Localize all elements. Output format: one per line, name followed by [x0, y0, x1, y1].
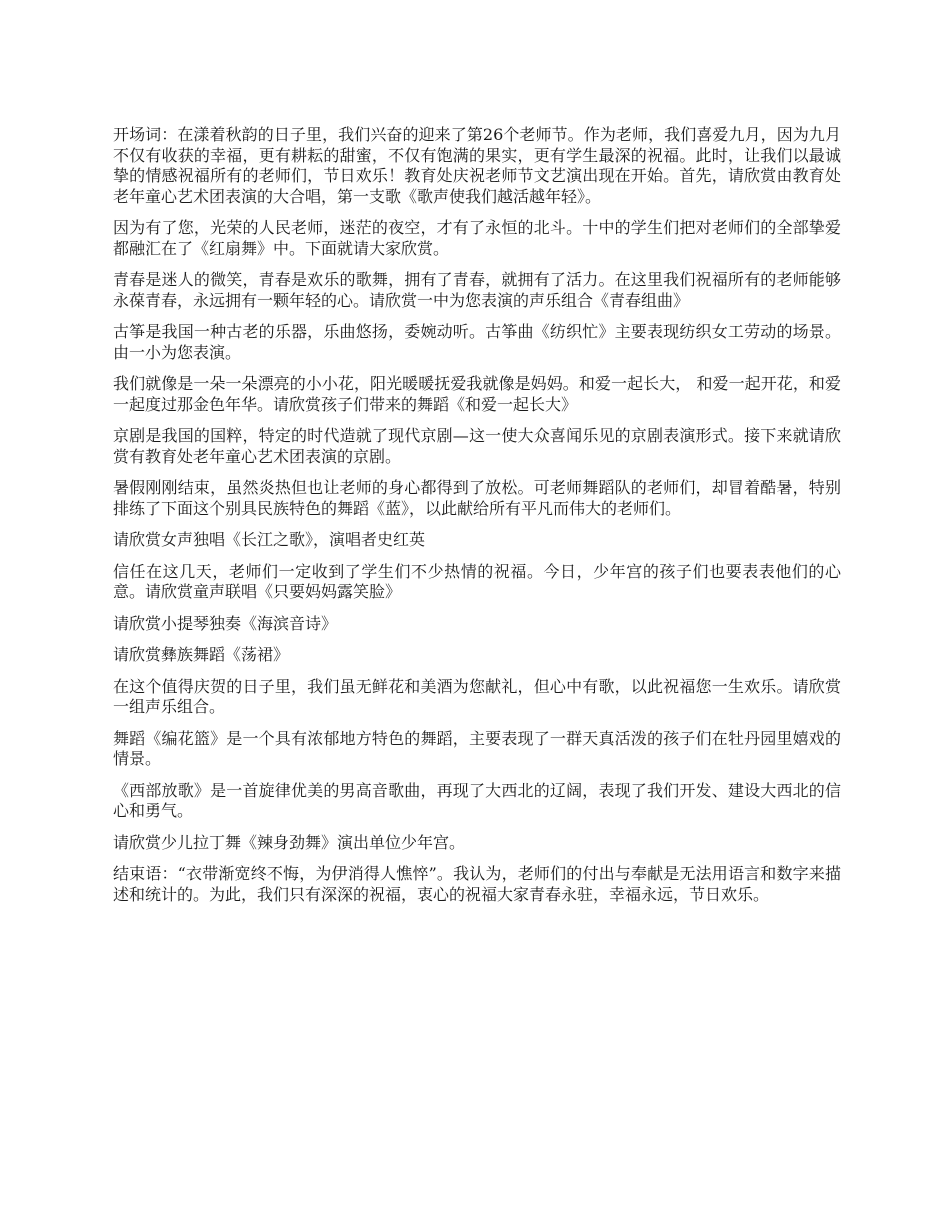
- document-body: [113, 125, 841, 916]
- paragraph: 请欣赏少儿拉丁舞《辣身劲舞》演出单位少年宫。: [113, 832, 466, 852]
- paragraph: 《西部放歌》是一首旋律优美的男高音歌曲，再现了大西北的辽阔，表现了我们开发、建设大西北的信心和勇气。: [113, 780, 841, 820]
- paragraph: 在这个值得庆贺的日子里，我们虽无鲜花和美酒为您献礼，但心中有歌，以此祝福您一生欢乐。请欣赏一组声乐组合。: [113, 676, 841, 716]
- paragraph: 京剧是我国的国粹，特定的时代造就了现代京剧—这一使大众喜闻乐见的京剧表演形式。接下来就请欣赏有教育处老年童心艺术团表演的京剧。: [113, 426, 841, 466]
- paragraph: 舞蹈《编花篮》是一个具有浓郁地方特色的舞蹈，主要表现了一群天真活泼的孩子们在牡丹园里嬉戏的情景。: [113, 728, 841, 768]
- paragraph: 信任在这几天，老师们一定收到了学生们不少热情的祝福。今日，少年宫的孩子们也要表表他们的心意。请欣赏童声联唱《只要妈妈露笑脸》: [113, 561, 841, 601]
- paragraph-opening: 开场词：在漾着秋韵的日子里，我们兴奋的迎来了第26个老师节。作为老师，我们喜爱九月，因为九月不仅有收获的幸福，更有耕耘的甜蜜，不仅有饱满的果实，更有学生最深的祝福。此时，让我们以最诚挚的情感祝福所有的老师们，节日欢乐！教育处庆祝老师节文艺演出现在开始。首先，请欣赏由教育处老年童心艺术团表演的大合唱，第一支歌《歌声使我们越活越年轻》。: [113, 125, 841, 206]
- paragraph: 请欣赏彝族舞蹈《荡裙》: [113, 645, 290, 664]
- paragraph: 暑假刚刚结束，虽然炎热但也让老师的身心都得到了放松。可老师舞蹈队的老师们，却冒着酷暑，特别排练了下面这个别具民族特色的舞蹈《蓝》，以此献给所有平凡而伟大的老师们。: [113, 478, 841, 518]
- paragraph: 我们就像是一朵一朵漂亮的小小花，阳光暖暖抚爱我就像是妈妈。和爱一起长大， 和爱一起开花，和爱一起度过那金色年华。请欣赏孩子们带来的舞蹈《和爱一起长大》: [113, 374, 841, 414]
- paragraph: 因为有了您，光荣的人民老师，迷茫的夜空，才有了永恒的北斗。十中的学生们把对老师们的全部挚爱都融汇在了《红扇舞》中。下面就请大家欣赏。: [113, 218, 841, 258]
- paragraph: 请欣赏女声独唱《长江之歌》，演唱者史红英: [113, 530, 426, 549]
- paragraph: 古筝是我国一种古老的乐器，乐曲悠扬，委婉动听。古筝曲《纺织忙》主要表现纺织女工劳动的场景。由一小为您表演。: [113, 322, 841, 362]
- paragraph-closing: 结束语：“衣带渐宽终不悔，为伊消得人憔悴”。我认为，老师们的付出与奉献是无法用语言和数字来描述和统计的。为此，我们只有深深的祝福，衷心的祝福大家青春永驻，幸福永远，节日欢乐。: [113, 864, 841, 904]
- paragraph: 青春是迷人的微笑，青春是欢乐的歌舞，拥有了青春，就拥有了活力。在这里我们祝福所有的老师能够永葆青春，永远拥有一颗年轻的心。请欣赏一中为您表演的声乐组合《青春组曲》: [113, 270, 841, 310]
- paragraph: 请欣赏小提琴独奏《海滨音诗》: [113, 613, 338, 633]
